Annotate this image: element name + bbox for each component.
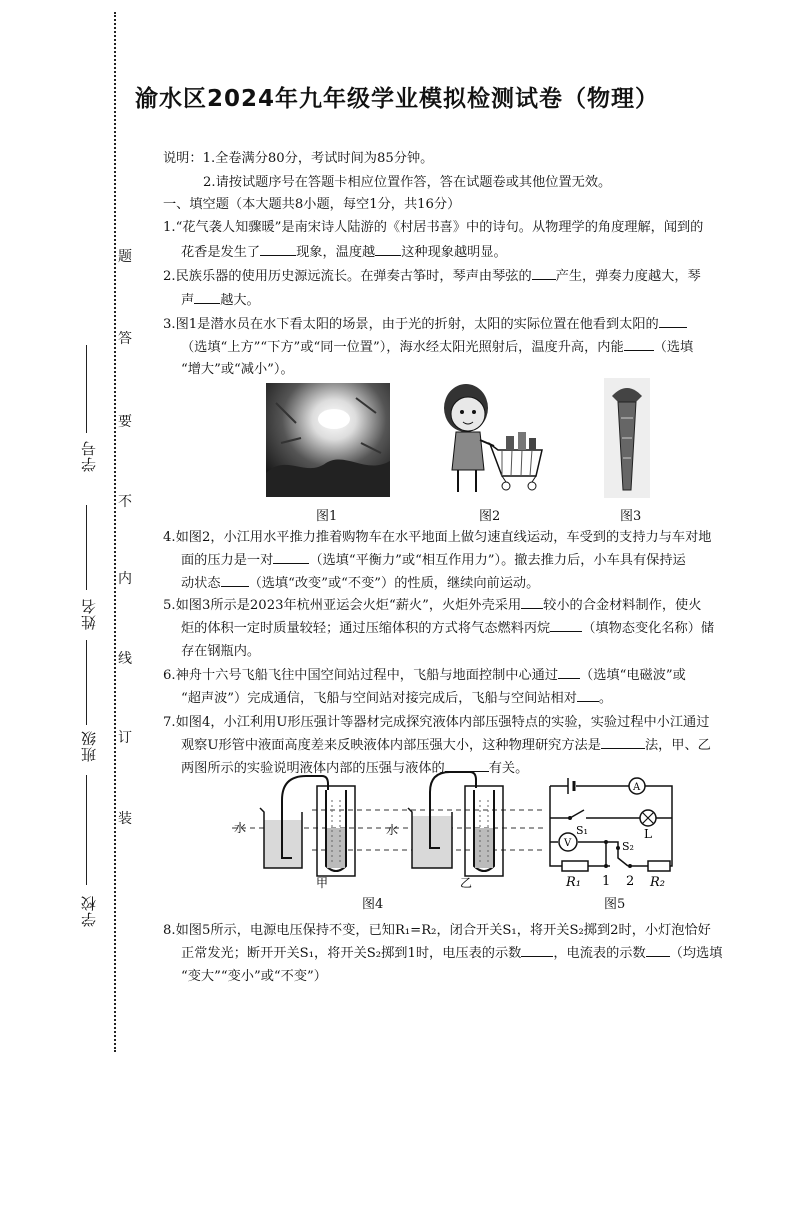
instructions xyxy=(163,146,763,172)
figure-1-caption: 图1 xyxy=(316,509,338,524)
q3-text: （选填 xyxy=(653,340,694,355)
page-title: 渝水区2024年九年级学业模拟检测试卷（物理） xyxy=(134,86,659,112)
figure-5-caption: 图5 xyxy=(604,897,626,912)
q4-text: 面的压力是一对 xyxy=(181,553,274,568)
q6-text: 6.神舟十六号飞船飞往中国空间站过程中，飞船与地面控制中心通过 xyxy=(163,668,559,683)
q2-text: 声 xyxy=(181,293,195,308)
question-1-line-2 xyxy=(163,240,781,266)
question-6-line-2 xyxy=(163,686,781,712)
q7-text: 观察U形管中液面高度差来反映液体内部压强大小，这种物理研究方法是 xyxy=(181,738,601,753)
warning-char: 订 xyxy=(118,730,132,746)
answer-blank[interactable] xyxy=(558,664,580,679)
q4-text: （选填“平衡力”或“相互作用力”）。撤去推力后，小车具有保持运 xyxy=(309,553,686,568)
tube-1 xyxy=(282,776,328,800)
warning-char: 装 xyxy=(118,811,132,827)
warning-char: 要 xyxy=(118,414,132,430)
u-tube-2-liquid xyxy=(475,828,493,868)
answer-blank[interactable] xyxy=(375,241,401,256)
q3-text: 3.图1是潜水员在水下看太阳的场景，由于光的折射，太阳的实际位置在他看到太阳的 xyxy=(163,317,659,332)
question-7-line-1: 7.如图4，小江利用U形压强计等器材完成探究液体内部压强特点的实验，实验过程中小江通过 xyxy=(163,715,710,730)
q6-text: （选填“电磁波”或 xyxy=(580,668,686,683)
jia-label: 甲 xyxy=(316,876,329,890)
q7-text: 有关。 xyxy=(488,761,529,776)
girl-dress xyxy=(452,432,484,470)
answer-blank[interactable] xyxy=(646,942,670,957)
question-5-line-3: 存在钢瓶内。 xyxy=(181,644,261,659)
q8-text: （均选填 xyxy=(669,946,723,961)
answer-blank[interactable] xyxy=(521,942,553,957)
instructions-prefix: 说明： xyxy=(163,151,203,166)
q1-text: 这种现象越明显。 xyxy=(401,245,507,260)
answer-blank[interactable] xyxy=(260,241,296,256)
figure-2-caption: 图2 xyxy=(479,509,501,524)
lamp-label: L xyxy=(644,827,652,841)
q4-text: （选填“改变”或“不变”）的性质，继续向前运动。 xyxy=(248,576,540,591)
question-8-line-1: 8.如图5所示，电源电压保持不变，已知R₁=R₂，闭合开关S₁，将开关S₂掷到2时，小灯泡恰好 xyxy=(163,923,711,938)
s2-label: S₂ xyxy=(622,840,634,853)
figure-2-image xyxy=(432,380,548,500)
instruction-2: 2.请按试题序号在答题卡相应位置作答，答在试题卷或其他位置无效。 xyxy=(203,175,612,190)
terminal-1-label: 1 xyxy=(602,874,611,889)
class-label: 班级 xyxy=(80,730,98,762)
q3-text: （选填“上方”“下方”或“同一位置”），海水经太阳光照射后，温度升高，内能 xyxy=(181,340,624,355)
figure-3-caption: 图3 xyxy=(620,509,642,524)
figure-4-caption: 图4 xyxy=(362,897,384,912)
answer-blank[interactable] xyxy=(273,549,309,564)
question-4-line-1: 4.如图2，小江用水平推力推着购物车在水平地面上做匀速直线运动，车受到的支持力与车对地 xyxy=(163,530,712,545)
warning-char: 答 xyxy=(118,331,132,347)
answer-blank[interactable] xyxy=(624,336,654,351)
sun-icon xyxy=(318,409,350,429)
water-label: 水 xyxy=(234,821,247,835)
q6-text: 。 xyxy=(598,691,613,706)
figure-1-image xyxy=(266,383,390,497)
section-heading: 一、填空题（本大题共8小题，每空1分，共16分） xyxy=(163,197,461,212)
question-8-line-3: “变大”“变小”或“不变”） xyxy=(181,969,327,984)
class-blank xyxy=(86,640,87,725)
tube-2 xyxy=(430,772,476,792)
voltmeter-label: V xyxy=(564,838,572,849)
terminal-2-label: 2 xyxy=(626,874,635,889)
figure-4-diagram xyxy=(222,770,544,890)
school-label: 学校 xyxy=(80,895,98,927)
answer-blank[interactable] xyxy=(521,594,543,609)
question-3-line-3: “增大”或“减小”）。 xyxy=(181,362,294,377)
r1-label: R₁ xyxy=(566,875,581,890)
u-tube-1-liquid-left xyxy=(327,828,345,868)
q8-text: ，电流表的示数 xyxy=(553,946,646,961)
q1-text: 现象，温度越 xyxy=(296,245,376,260)
q5-text: （填物态变化名称）储 xyxy=(582,621,715,636)
q2-text: 2.民族乐器的使用历史源远流长。在弹奏古筝时，琴声由琴弦的 xyxy=(163,269,532,284)
q2-text: 越大。 xyxy=(220,293,260,308)
warning-char: 不 xyxy=(118,494,132,510)
q7-text: 两图所示的实验说明液体内部的压强与液体的 xyxy=(181,761,445,776)
warning-char: 线 xyxy=(118,651,132,667)
q5-text: 炬的体积一定时质量较轻；通过压缩体积的方式将气态燃料丙烷 xyxy=(181,621,551,636)
figure-3-image xyxy=(604,378,650,498)
answer-blank[interactable] xyxy=(194,289,220,304)
switch-s1 xyxy=(570,810,584,818)
warning-char: 内 xyxy=(118,571,132,587)
id-label: 学号 xyxy=(80,440,98,472)
q2-text: 产生，弹奏力度越大，琴 xyxy=(555,269,701,284)
answer-blank[interactable] xyxy=(659,313,687,328)
question-1-line-1: 1.“花气袭人知骤暖”是南宋诗人陆游的《村居书喜》中的诗句。从物理学的角度理解，闻到的 xyxy=(163,220,704,235)
water-label: 水 xyxy=(386,823,399,837)
ammeter-label: A xyxy=(633,782,641,793)
question-2-line-1 xyxy=(163,264,763,290)
s1-label: S₁ xyxy=(576,824,588,837)
beaker-2-water xyxy=(412,816,452,868)
resistor-r1 xyxy=(562,861,588,871)
binding-dotted-line xyxy=(114,12,116,1052)
r2-label: R₂ xyxy=(650,875,665,890)
id-blank xyxy=(86,345,87,433)
answer-blank[interactable] xyxy=(532,265,556,280)
resistor-r2 xyxy=(648,861,670,871)
q4-text: 动状态 xyxy=(181,576,221,591)
warning-char: 题 xyxy=(118,249,132,265)
name-label: 姓名 xyxy=(80,598,98,630)
instruction-1: 1.全卷满分80分，考试时间为85分钟。 xyxy=(202,151,434,166)
q5-text: 较小的合金材料制作，使火 xyxy=(543,598,702,613)
answer-blank[interactable] xyxy=(221,572,249,587)
figure-5-circuit xyxy=(544,768,678,892)
answer-blank[interactable] xyxy=(550,617,582,632)
q5-text: 5.如图3所示是2023年杭州亚运会火炬“薪火”，火炬外壳采用 xyxy=(163,598,522,613)
answer-blank[interactable] xyxy=(577,687,599,702)
school-blank xyxy=(86,775,87,885)
q7-text: 法，甲、乙 xyxy=(644,738,711,753)
name-blank xyxy=(86,505,87,590)
question-2-line-2 xyxy=(163,288,781,314)
q1-text: 花香是发生了 xyxy=(181,245,261,260)
answer-blank[interactable] xyxy=(601,734,645,749)
q8-text: 正常发光；断开开关S₁，将开关S₂掷到1时，电压表的示数 xyxy=(181,946,522,961)
q6-text: “超声波”）完成通信，飞船与空间站对接完成后，飞船与空间站相对 xyxy=(181,691,577,706)
girl-face xyxy=(451,397,485,431)
yi-label: 乙 xyxy=(460,876,473,890)
